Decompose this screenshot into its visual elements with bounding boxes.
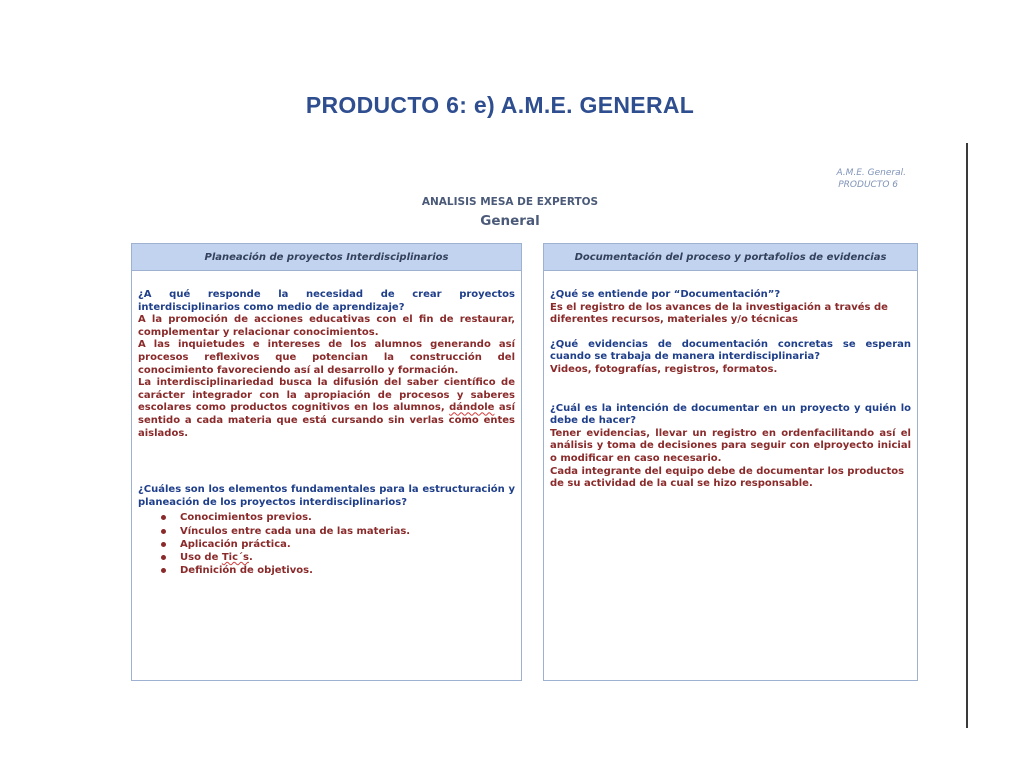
document-heading: ANALISIS MESA DE EXPERTOS — [421, 196, 599, 208]
bullet-icon — [161, 529, 166, 534]
list-item: Uso de Tic´s. — [158, 551, 515, 564]
spellcheck-word: dándole — [449, 402, 495, 414]
vertical-divider — [966, 143, 968, 728]
question-1: ¿Qué se entiende por “Documentación”? — [550, 289, 781, 300]
reference-line-2: PRODUCTO 6 — [838, 180, 898, 190]
question-2: ¿Qué evidencias de documentación concretas se esperan cuando se trabaja de manera interdisciplinaria? — [550, 338, 911, 363]
documentation-panel-body — [544, 271, 917, 491]
answer-1: Es el registro de los avances de la investigación a través de diferentes recursos, materiales y/o técnicas — [550, 301, 888, 326]
bullet-icon — [161, 555, 166, 560]
list-item: Aplicación práctica. — [158, 538, 515, 551]
documentation-panel — [543, 243, 918, 681]
answer-3-paragraph-2: Cada integrante del equipo debe de documentar los productos de su actividad de la cual se hizo responsable. — [550, 465, 905, 490]
answer-1-paragraph-2: A las inquietudes e intereses de los alumnos generando así procesos reflexivos que potencian la construcción del conocimiento favoreciendo así al desarrollo y formación. — [138, 339, 515, 376]
answer-1-paragraph-3-end: así sentido a cada materia que está cursando sin verlas como entes aislados. — [138, 402, 515, 439]
slide-title: PRODUCTO 6: e) A.M.E. GENERAL — [305, 92, 695, 118]
answer-2: Videos, fotografías, registros, formatos. — [550, 363, 778, 375]
bullet-icon — [161, 515, 166, 520]
answer-1-paragraph-1: A la promoción de acciones educativas con el fin de restaurar, complementar y relacionar conocimientos. — [138, 314, 515, 338]
reference-line-1: A.M.E. General. — [836, 168, 906, 178]
question-1: ¿A qué responde la necesidad de crear proyectos interdisciplinarios como medio de aprendizaje? — [138, 289, 515, 313]
documentation-panel-header: Documentación del proceso y portafolios de evidencias — [544, 244, 917, 271]
question-3: ¿Cuál es la intención de documentar en un proyecto y quién lo debe de hacer? — [550, 402, 911, 427]
answer-1-paragraph-3 — [138, 377, 515, 440]
document-reference — [836, 167, 906, 191]
elements-list — [138, 511, 515, 577]
answer-1-paragraph-3-start: La interdisciplinariedad busca la difusión del saber científico de carácter integrador con la apropiación de procesos y saberes escolares como productos cognitivos en los alumnos, — [138, 377, 515, 414]
planning-panel — [131, 243, 522, 681]
list-item: Conocimientos previos. — [158, 511, 515, 524]
bullet-icon — [161, 568, 166, 573]
list-item: Definición de objetivos. — [158, 564, 515, 577]
list-item: Vínculos entre cada una de las materias. — [158, 525, 515, 538]
spellcheck-word: Tic´s — [221, 551, 249, 563]
question-2: ¿Cuáles son los elementos fundamentales para la estructuración y planeación de los proyectos interdisciplinarios? — [138, 484, 515, 508]
bullet-icon — [161, 542, 166, 547]
answer-3-paragraph-1: Tener evidencias, llevar un registro en ordenfacilitando así el análisis y toma de decisiones para seguir con elproyecto inicial o modificar en caso necesario. — [550, 427, 911, 464]
planning-panel-body — [132, 271, 521, 577]
planning-panel-header: Planeación de proyectos Interdisciplinarios — [132, 244, 521, 271]
document-subheading: General — [480, 213, 540, 229]
